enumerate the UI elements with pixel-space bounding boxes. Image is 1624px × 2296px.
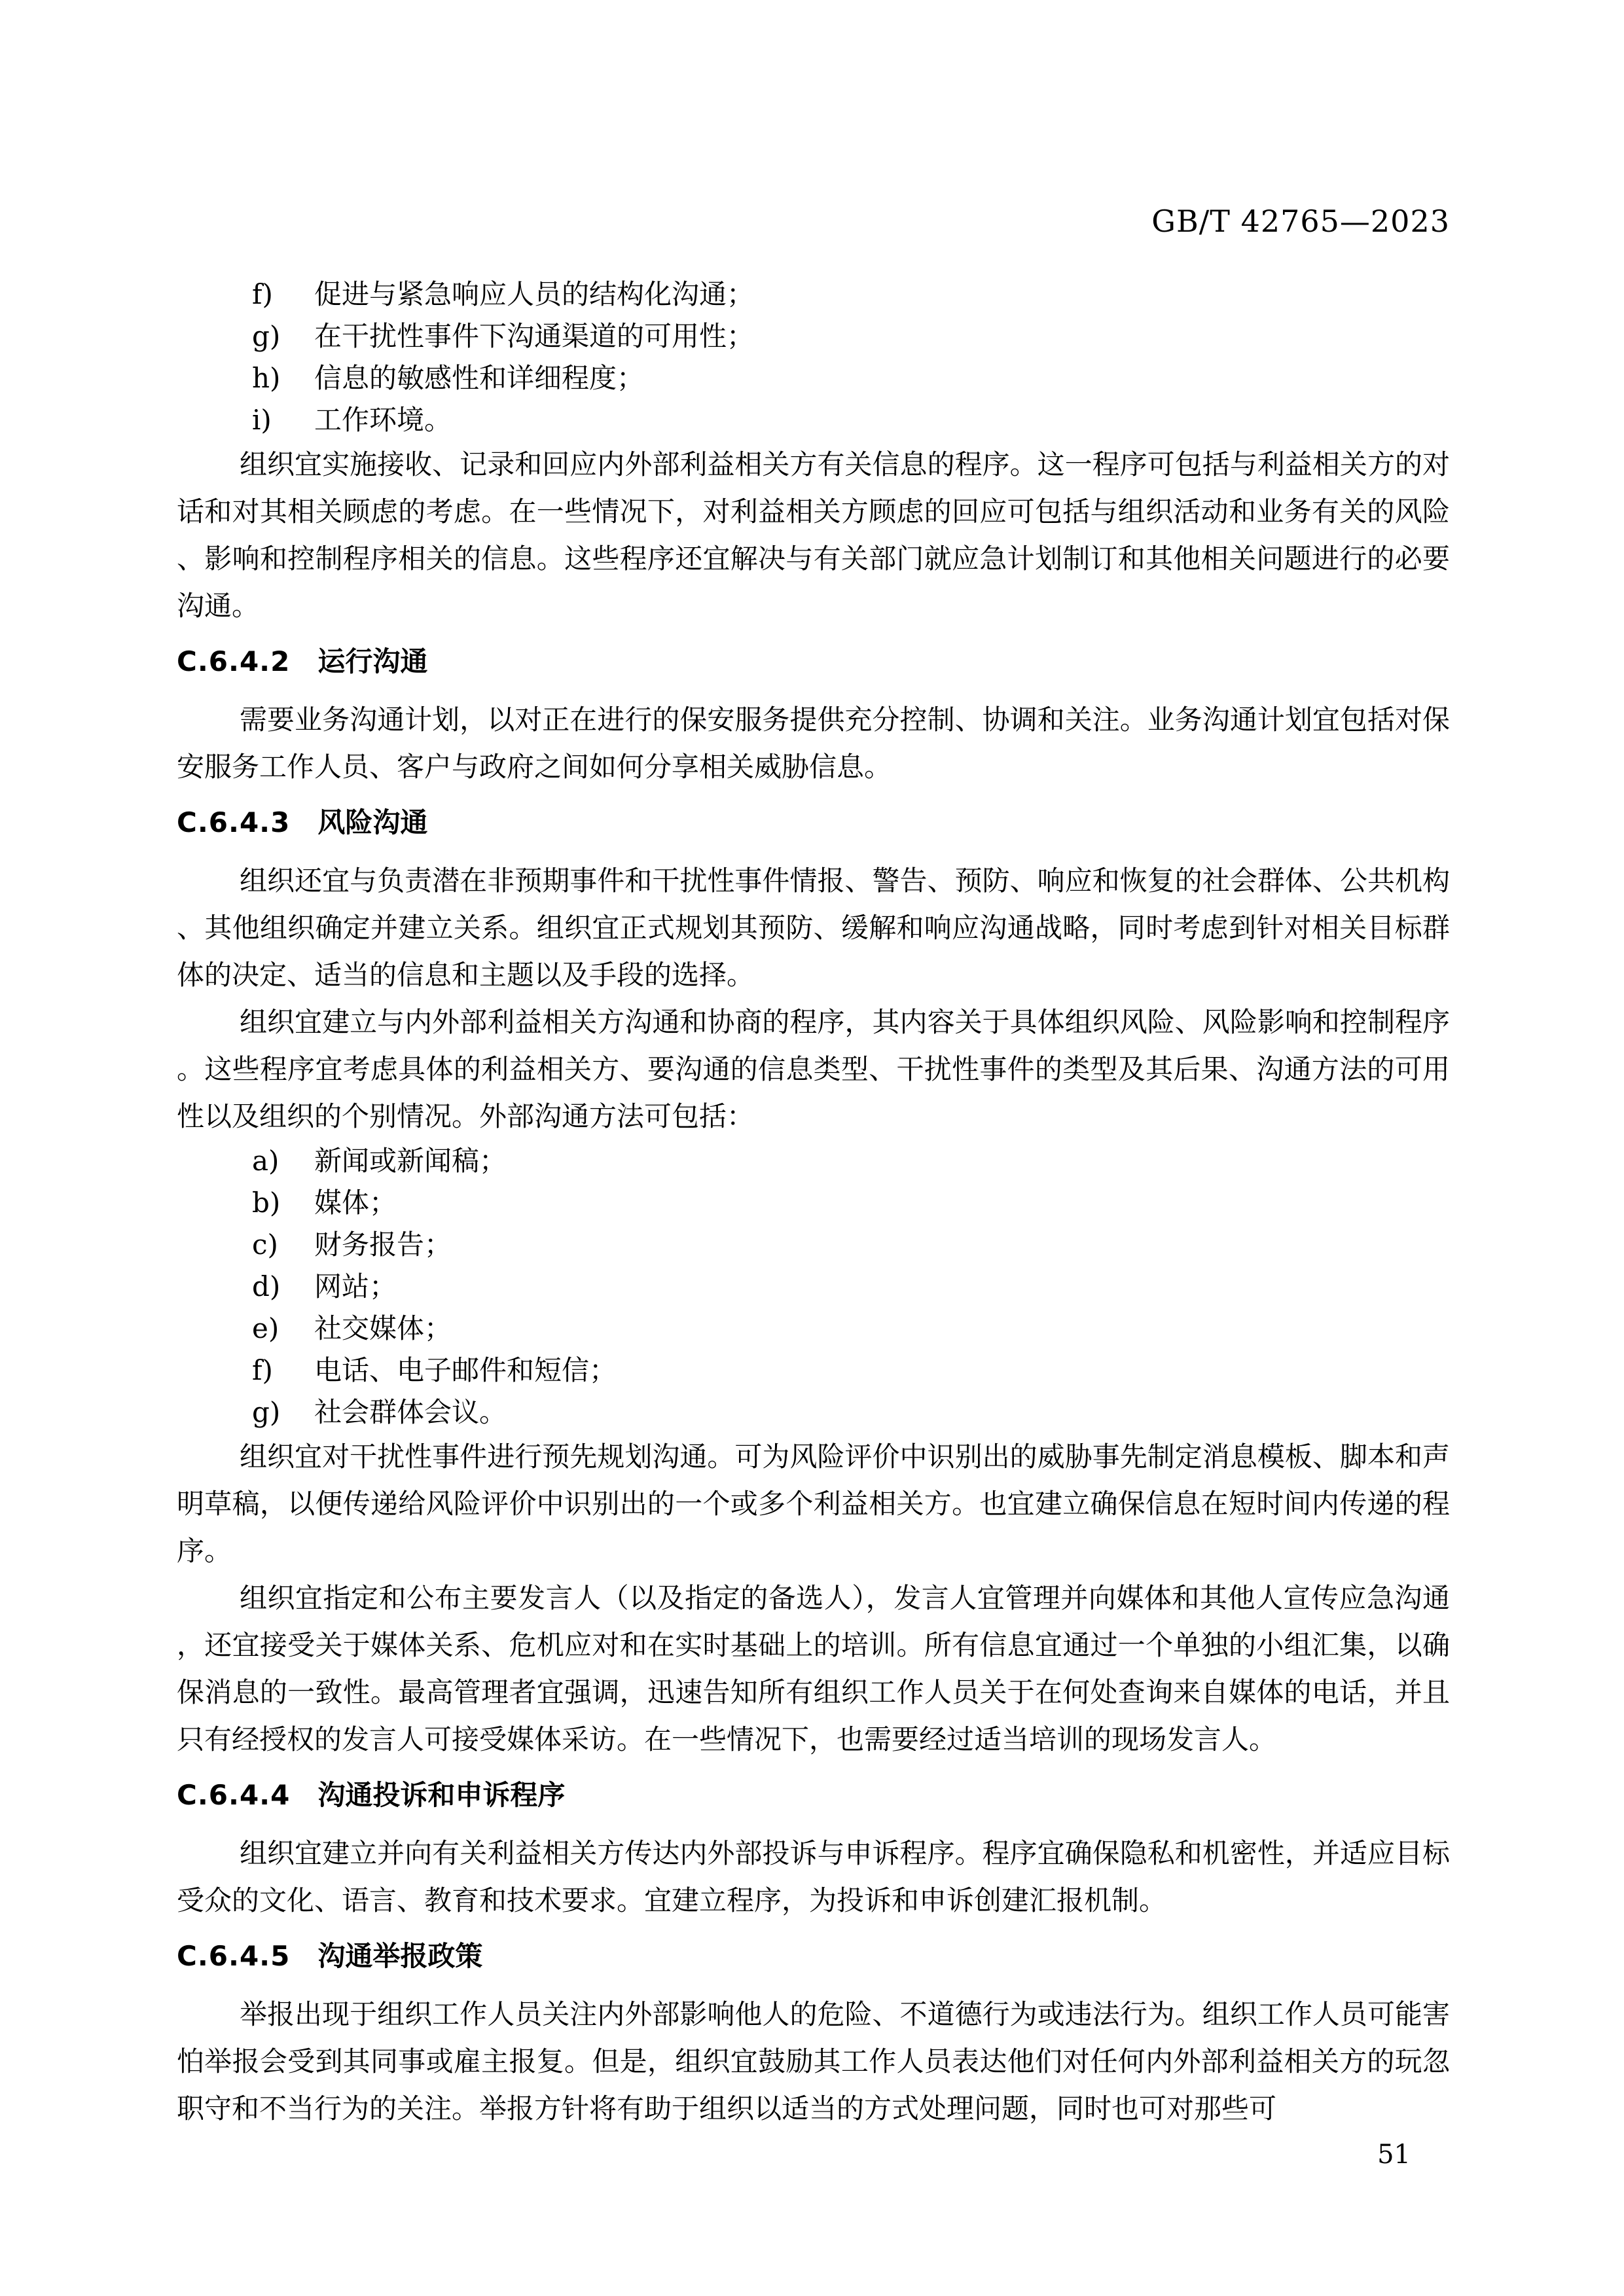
section-number: C.6.4.2 bbox=[177, 645, 291, 677]
list-item bbox=[177, 315, 1450, 357]
section-heading-c643 bbox=[177, 804, 1450, 842]
page-number: 51 bbox=[1377, 2140, 1411, 2170]
section-number: C.6.4.4 bbox=[177, 1779, 291, 1811]
list-item bbox=[177, 1140, 1450, 1182]
list-item bbox=[177, 1391, 1450, 1433]
section-heading-c645 bbox=[177, 1937, 1450, 1975]
list-marker: g) bbox=[252, 1396, 281, 1428]
page-content bbox=[177, 0, 1450, 2170]
body-paragraph: 组织宜实施接收、记录和回应内外部利益相关方有关信息的程序。这一程序可包括与利益相关方的对话和对其相关顾虑的考虑。在一些情况下，对利益相关方顾虑的回应可包括与组织活动和业务有关的风险、影响和控制程序相关的信息。这些程序还宜解决与有关部门就应急计划制订和其他相关问题进行的必要沟通。 bbox=[177, 448, 1450, 622]
list-marker: f) bbox=[252, 1354, 273, 1386]
list-text: 新闻或新闻稿； bbox=[314, 1145, 507, 1177]
list-text: 工作环境。 bbox=[314, 404, 452, 436]
doc-code: GB/T 42765—2023 bbox=[1151, 204, 1450, 239]
section-title: 沟通投诉和申诉程序 bbox=[317, 1779, 566, 1811]
section-number: C.6.4.5 bbox=[177, 1940, 291, 1972]
body-paragraph: 需要业务沟通计划，以对正在进行的保安服务提供充分控制、协调和关注。业务沟通计划宜包括对保安服务工作人员、客户与政府之间如何分享相关威胁信息。 bbox=[177, 704, 1450, 783]
list-marker: a) bbox=[252, 1145, 280, 1177]
lettered-list-top bbox=[177, 274, 1450, 441]
list-text: 社交媒体； bbox=[314, 1312, 452, 1344]
list-item bbox=[177, 399, 1450, 441]
list-text: 网站； bbox=[314, 1270, 397, 1302]
list-text: 财务报告； bbox=[314, 1229, 452, 1261]
list-marker: i) bbox=[252, 404, 272, 436]
list-marker: h) bbox=[252, 362, 281, 394]
list-text: 在干扰性事件下沟通渠道的可用性； bbox=[314, 320, 755, 352]
list-item bbox=[177, 274, 1450, 315]
list-marker: f) bbox=[252, 278, 273, 310]
list-marker: d) bbox=[252, 1270, 281, 1302]
list-marker: g) bbox=[252, 320, 281, 352]
body-paragraph: 组织宜建立与内外部利益相关方沟通和协商的程序，其内容关于具体组织风险、风险影响和控制程序。这些程序宜考虑具体的利益相关方、要沟通的信息类型、干扰性事件的类型及其后果、沟通方法的可用性以及组织的个别情况。外部沟通方法可包括： bbox=[177, 1006, 1450, 1132]
list-item bbox=[177, 1182, 1450, 1224]
list-item bbox=[177, 1308, 1450, 1350]
list-text: 媒体； bbox=[314, 1187, 397, 1219]
list-marker: e) bbox=[252, 1312, 280, 1344]
section-title: 沟通举报政策 bbox=[317, 1940, 483, 1972]
body-paragraph: 组织还宜与负责潜在非预期事件和干扰性事件情报、警告、预防、响应和恢复的社会群体、公共机构、其他组织确定并建立关系。组织宜正式规划其预防、缓解和响应沟通战略，同时考虑到针对相关目标群体的决定、适当的信息和主题以及手段的选择。 bbox=[177, 865, 1450, 991]
list-item bbox=[177, 1350, 1450, 1391]
list-item bbox=[177, 1266, 1450, 1308]
section-heading-c644 bbox=[177, 1776, 1450, 1814]
list-text: 社会群体会议。 bbox=[314, 1396, 507, 1428]
list-text: 信息的敏感性和详细程度； bbox=[314, 362, 645, 394]
lettered-list-communication-methods bbox=[177, 1140, 1450, 1433]
list-text: 促进与紧急响应人员的结构化沟通； bbox=[314, 278, 755, 310]
list-item bbox=[177, 1224, 1450, 1266]
body-paragraph: 组织宜建立并向有关利益相关方传达内外部投诉与申诉程序。程序宜确保隐私和机密性，并适应目标受众的文化、语言、教育和技术要求。宜建立程序，为投诉和申诉创建汇报机制。 bbox=[177, 1837, 1450, 1916]
list-marker: b) bbox=[252, 1187, 281, 1219]
section-number: C.6.4.3 bbox=[177, 806, 291, 838]
body-paragraph: 举报出现于组织工作人员关注内外部影响他人的危险、不道德行为或违法行为。组织工作人员可能害怕举报会受到其同事或雇主报复。但是，组织宜鼓励其工作人员表达他们对任何内外部利益相关方的玩忽职守和不当行为的关注。举报方针将有助于组织以适当的方式处理问题，同时也可对那些可 bbox=[177, 1998, 1450, 2125]
section-title: 风险沟通 bbox=[317, 806, 428, 838]
section-title: 运行沟通 bbox=[317, 645, 428, 677]
list-text: 电话、电子邮件和短信； bbox=[314, 1354, 617, 1386]
body-paragraph: 组织宜指定和公布主要发言人（以及指定的备选人），发言人宜管理并向媒体和其他人宣传应急沟通，还宜接受关于媒体关系、危机应对和在实时基础上的培训。所有信息宜通过一个单独的小组汇集，以确保消息的一致性。最高管理者宜强调，迅速告知所有组织工作人员关于在何处查询来自媒体的电话，并且只有经授权的发言人可接受媒体采访。在一些情况下，也需要经过适当培训的现场发言人。 bbox=[177, 1582, 1450, 1755]
list-item bbox=[177, 357, 1450, 399]
body-paragraph: 组织宜对干扰性事件进行预先规划沟通。可为风险评价中识别出的威胁事先制定消息模板、脚本和声明草稿，以便传递给风险评价中识别出的一个或多个利益相关方。也宜建立确保信息在短时间内传递的程序。 bbox=[177, 1441, 1450, 1567]
list-marker: c) bbox=[252, 1229, 278, 1261]
section-heading-c642 bbox=[177, 643, 1450, 681]
